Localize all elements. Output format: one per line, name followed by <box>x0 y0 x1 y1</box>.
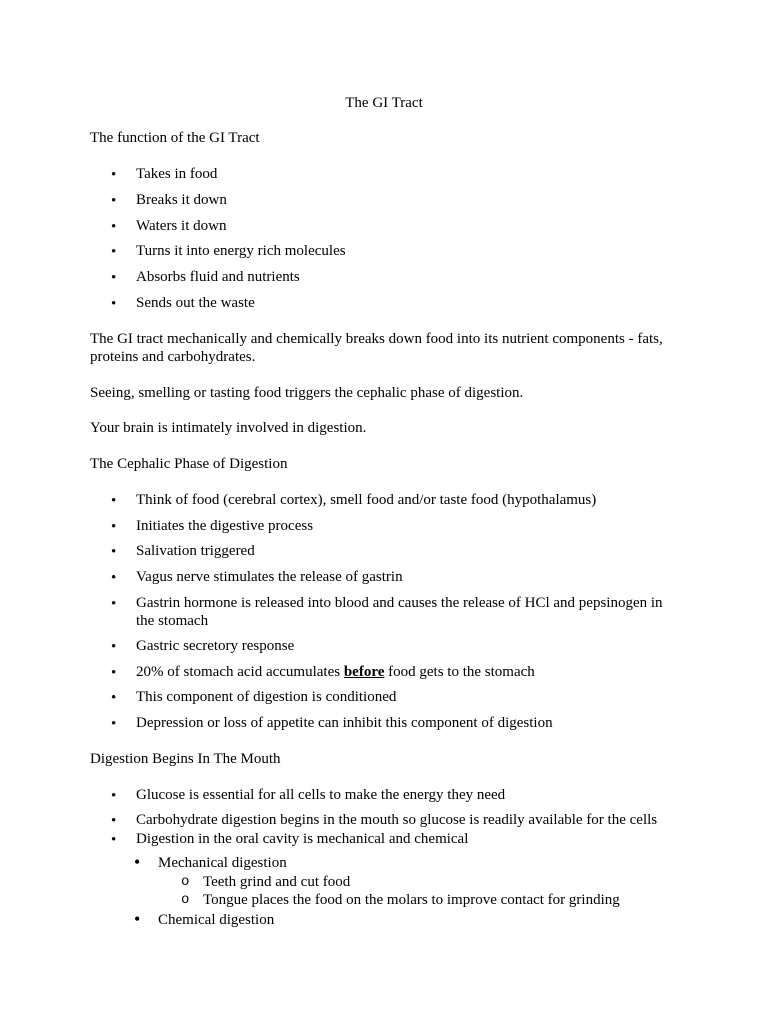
circle-bullet-icon: o <box>181 874 190 890</box>
sub-bullet-icon: • <box>134 852 141 872</box>
list-item: Takes in food <box>136 166 218 182</box>
paragraph-brain: Your brain is intimately involved in digestion. <box>90 420 367 436</box>
paragraph-cephalic-trigger: Seeing, smelling or tasting food triggers the cephalic phase of digestion. <box>90 385 524 401</box>
paragraph-gi-breakdown: The GI tract mechanically and chemically breaks down food into its nutrient components - fats, proteins and carbohydrates. <box>90 331 663 365</box>
bullet-icon: • <box>111 219 117 235</box>
document-title: The GI Tract <box>345 95 423 111</box>
sub-bullet-icon: • <box>134 909 141 929</box>
list-item: Salivation triggered <box>136 543 255 559</box>
list-item: Waters it down <box>136 218 227 234</box>
list-item-acid <box>136 663 676 681</box>
bullet-icon: • <box>111 716 117 732</box>
bullet-icon: • <box>111 570 117 586</box>
list-item: Carbohydrate digestion begins in the mouth so glucose is readily available for the cells <box>136 812 658 828</box>
list-item: Initiates the digestive process <box>136 518 314 534</box>
acid-suffix: food gets to the stomach <box>384 664 535 680</box>
list-item: Breaks it down <box>136 192 227 208</box>
list-item: Depression or loss of appetite can inhibit this component of digestion <box>136 715 553 731</box>
bullet-icon: • <box>111 690 117 706</box>
bullet-icon: • <box>111 167 117 183</box>
heading-function: The function of the GI Tract <box>90 130 260 146</box>
list-item: Absorbs fluid and nutrients <box>136 269 300 285</box>
circle-bullet-icon: o <box>181 892 190 908</box>
bullet-icon: • <box>111 296 117 312</box>
bullet-icon: • <box>111 596 117 612</box>
acid-prefix: 20% of stomach acid accumulates <box>136 664 344 680</box>
bullet-icon: • <box>111 519 117 535</box>
bullet-icon: • <box>111 270 117 286</box>
bullet-icon: • <box>111 493 117 509</box>
list-item: Digestion in the oral cavity is mechanical and chemical <box>136 831 469 847</box>
list-item: Glucose is essential for all cells to make the energy they need <box>136 787 506 803</box>
bullet-icon: • <box>111 813 117 829</box>
list-item: Think of food (cerebral cortex), smell food and/or taste food (hypothalamus) <box>136 492 597 508</box>
sub-item-chemical: Chemical digestion <box>158 912 275 928</box>
heading-cephalic: The Cephalic Phase of Digestion <box>90 456 288 472</box>
list-item: Sends out the waste <box>136 295 255 311</box>
list-item: This component of digestion is conditioned <box>136 689 397 705</box>
list-item: Turns it into energy rich molecules <box>136 243 346 259</box>
list-item: Gastrin hormone is released into blood and causes the release of HCl and pepsinogen in the stomach <box>136 595 663 629</box>
bullet-icon: • <box>111 788 117 804</box>
bullet-icon: • <box>111 639 117 655</box>
list-item: Vagus nerve stimulates the release of gastrin <box>136 569 403 585</box>
sub-sub-item: Teeth grind and cut food <box>203 874 351 890</box>
bullet-icon: • <box>111 193 117 209</box>
list-item: Gastric secretory response <box>136 638 295 654</box>
sub-item-mechanical: Mechanical digestion <box>158 855 287 871</box>
bullet-icon: • <box>111 544 117 560</box>
heading-mouth: Digestion Begins In The Mouth <box>90 751 281 767</box>
bullet-icon: • <box>111 832 117 848</box>
bullet-icon: • <box>111 665 117 681</box>
sub-sub-item: Tongue places the food on the molars to improve contact for grinding <box>203 892 620 908</box>
bullet-icon: • <box>111 244 117 260</box>
acid-emphasis: before <box>343 664 385 680</box>
